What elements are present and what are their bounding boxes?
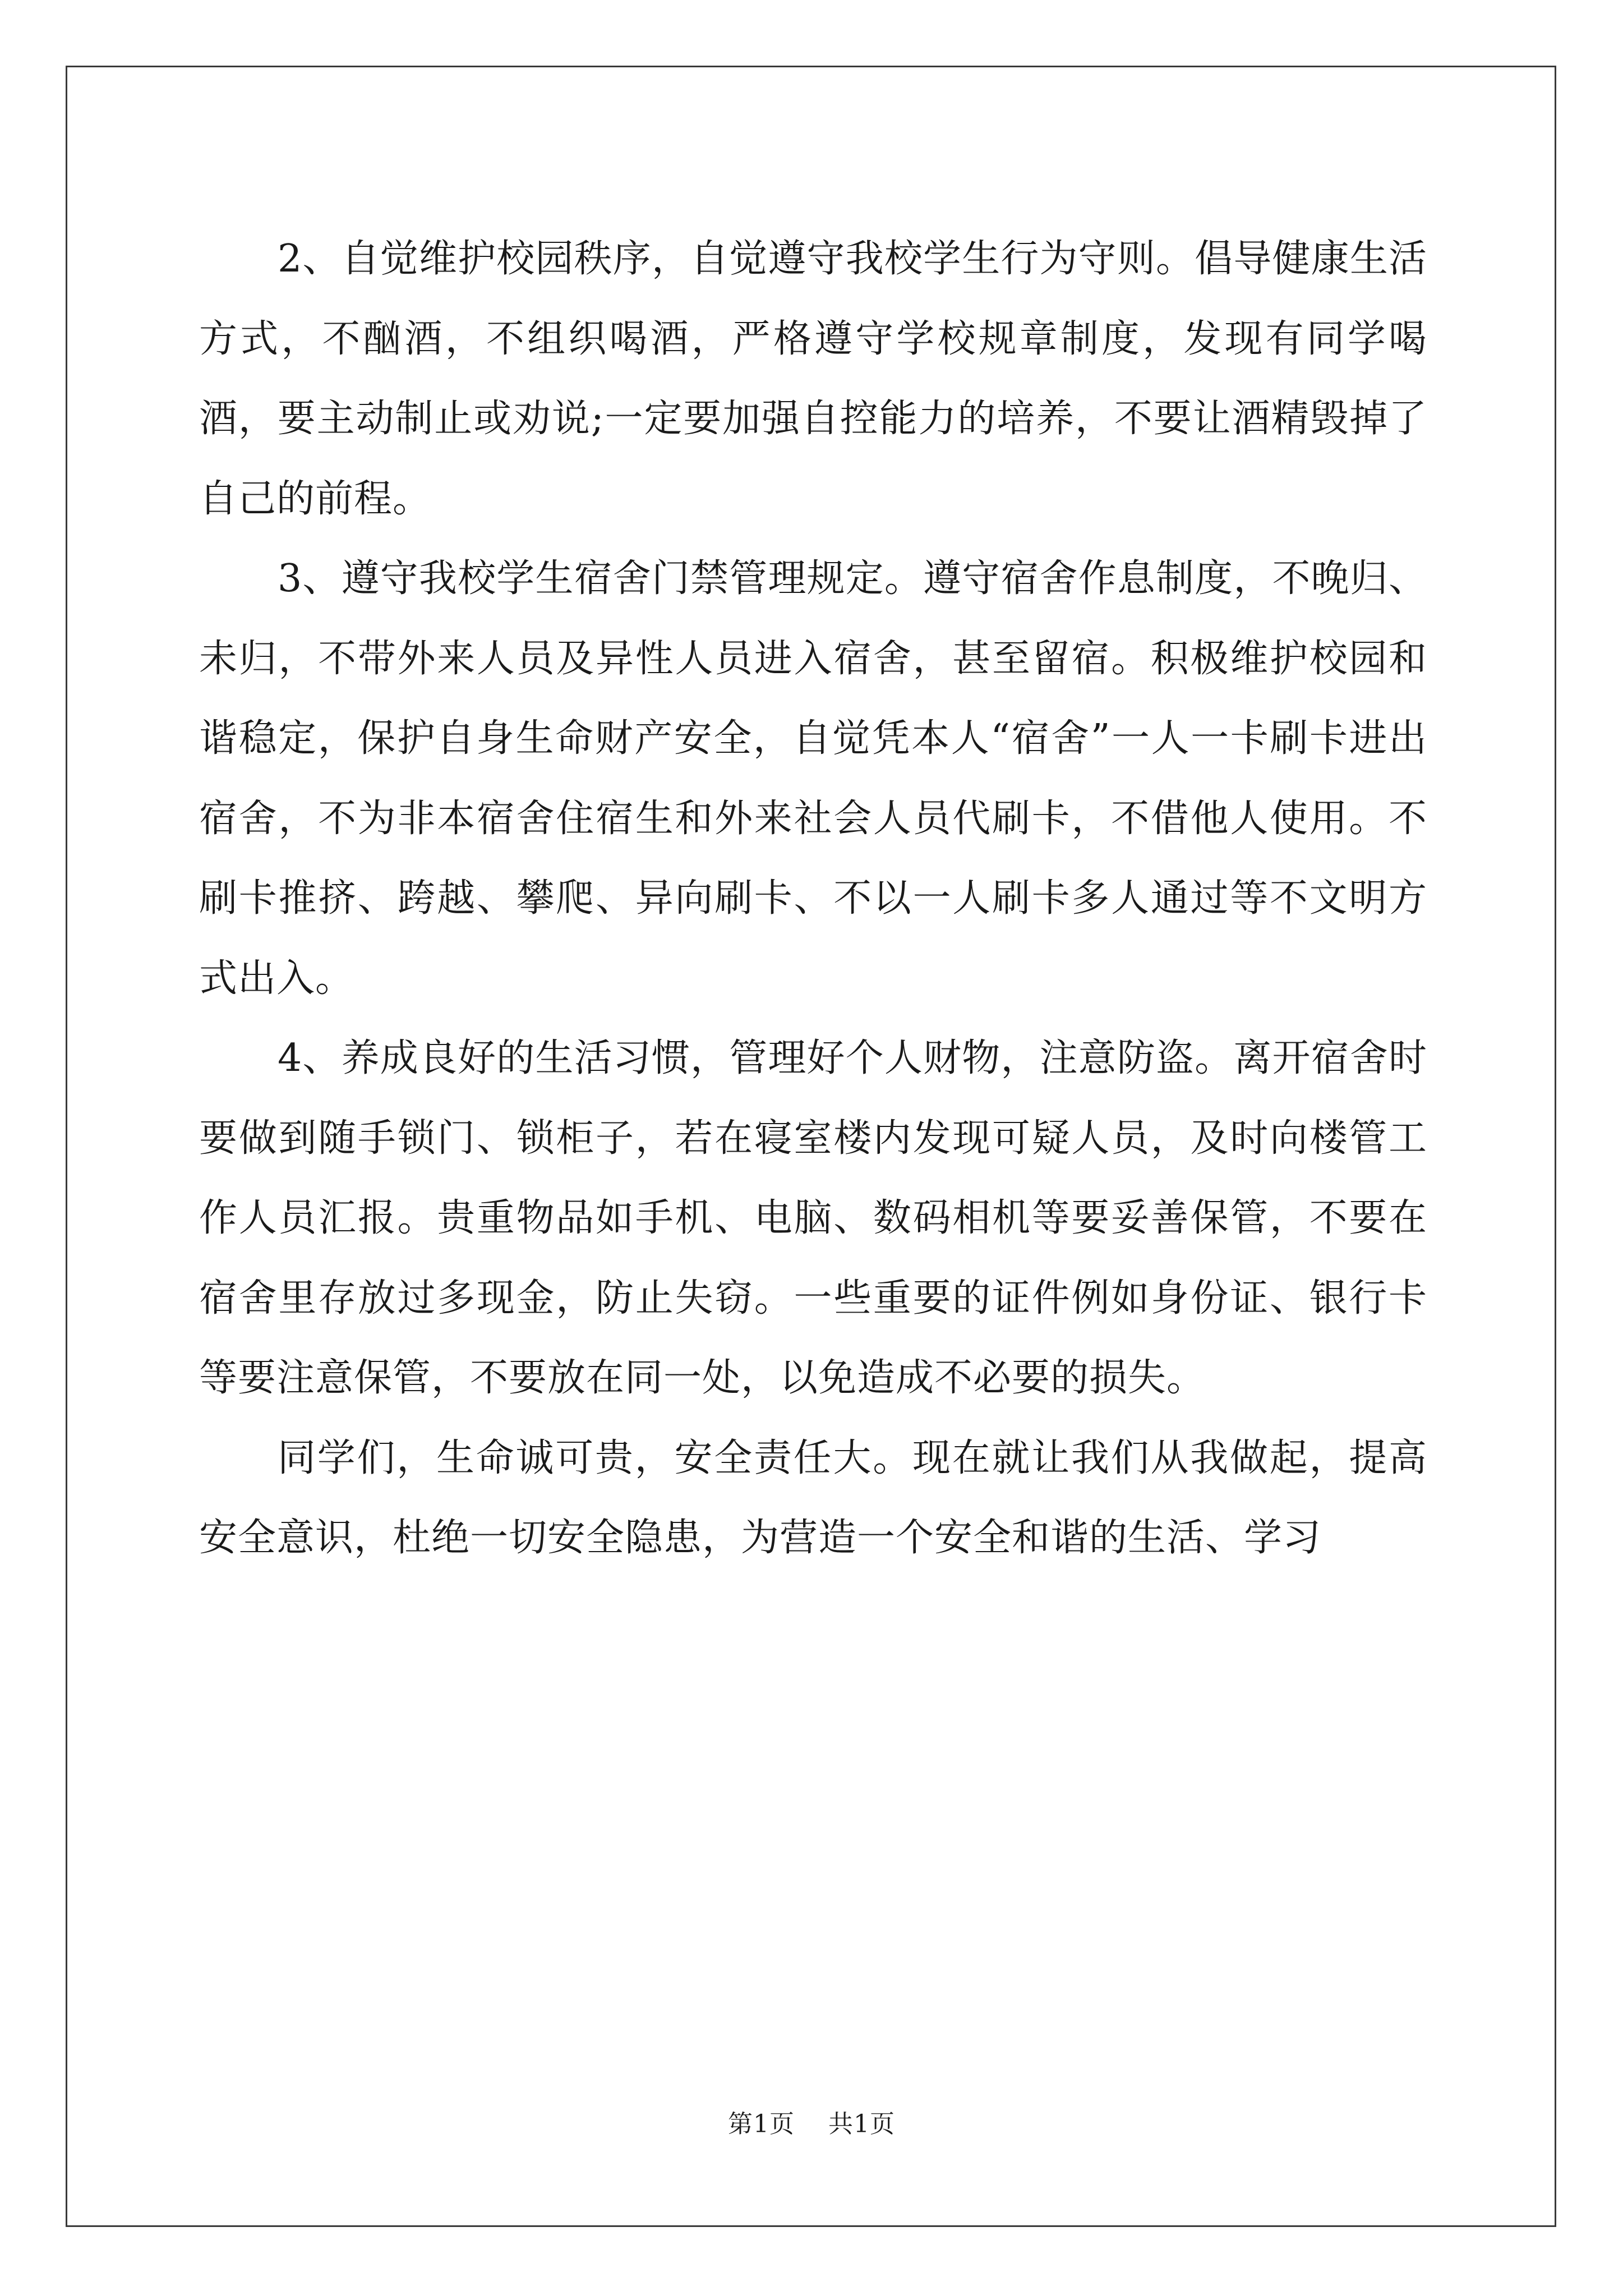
page-total: 共1页 — [828, 2110, 895, 2138]
paragraph-closing: 同学们，生命诚可贵，安全责任大。现在就让我们从我做起，提高安全意识，杜绝一切安全隐患，为营造一个安全和谐的生活、学习 — [199, 1435, 1427, 1560]
page-number: 第1页 — [728, 2110, 795, 2138]
page-footer — [0, 2104, 1623, 2139]
paragraph-4: 4、养成良好的生活习惯，管理好个人财物，注意防盗。离开宿舍时要做到随手锁门、锁柜子，若在寝室楼内发现可疑人员，及时向楼管工作人员汇报。贵重物品如手机、电脑、数码相机等要妥善保管，不要在宿舍里存放过多现金，防止失窃。一些重要的证件例如身份证、银行卡等要注意保管，不要放在同一处，以免造成不必要的损失。 — [199, 1036, 1427, 1400]
document-body — [199, 219, 1427, 1579]
paragraph-3: 3、遵守我校学生宿舍门禁管理规定。遵守宿舍作息制度，不晚归、未归，不带外来人员及异性人员进入宿舍，甚至留宿。积极维护校园和谐稳定，保护自身生命财产安全，自觉凭本人“宿舍”一人一卡刷卡进出宿舍，不为非本宿舍住宿生和外来社会人员代刷卡，不借他人使用。不刷卡推挤、跨越、攀爬、异向刷卡、不以一人刷卡多人通过等不文明方式出入。 — [199, 556, 1427, 1001]
paragraph-2: 2、自觉维护校园秩序，自觉遵守我校学生行为守则。倡导健康生活方式，不酗酒，不组织喝酒，严格遵守学校规章制度，发现有同学喝酒，要主动制止或劝说;一定要加强自控能力的培养，不要让酒精毁掉了自己的前程。 — [199, 237, 1427, 521]
